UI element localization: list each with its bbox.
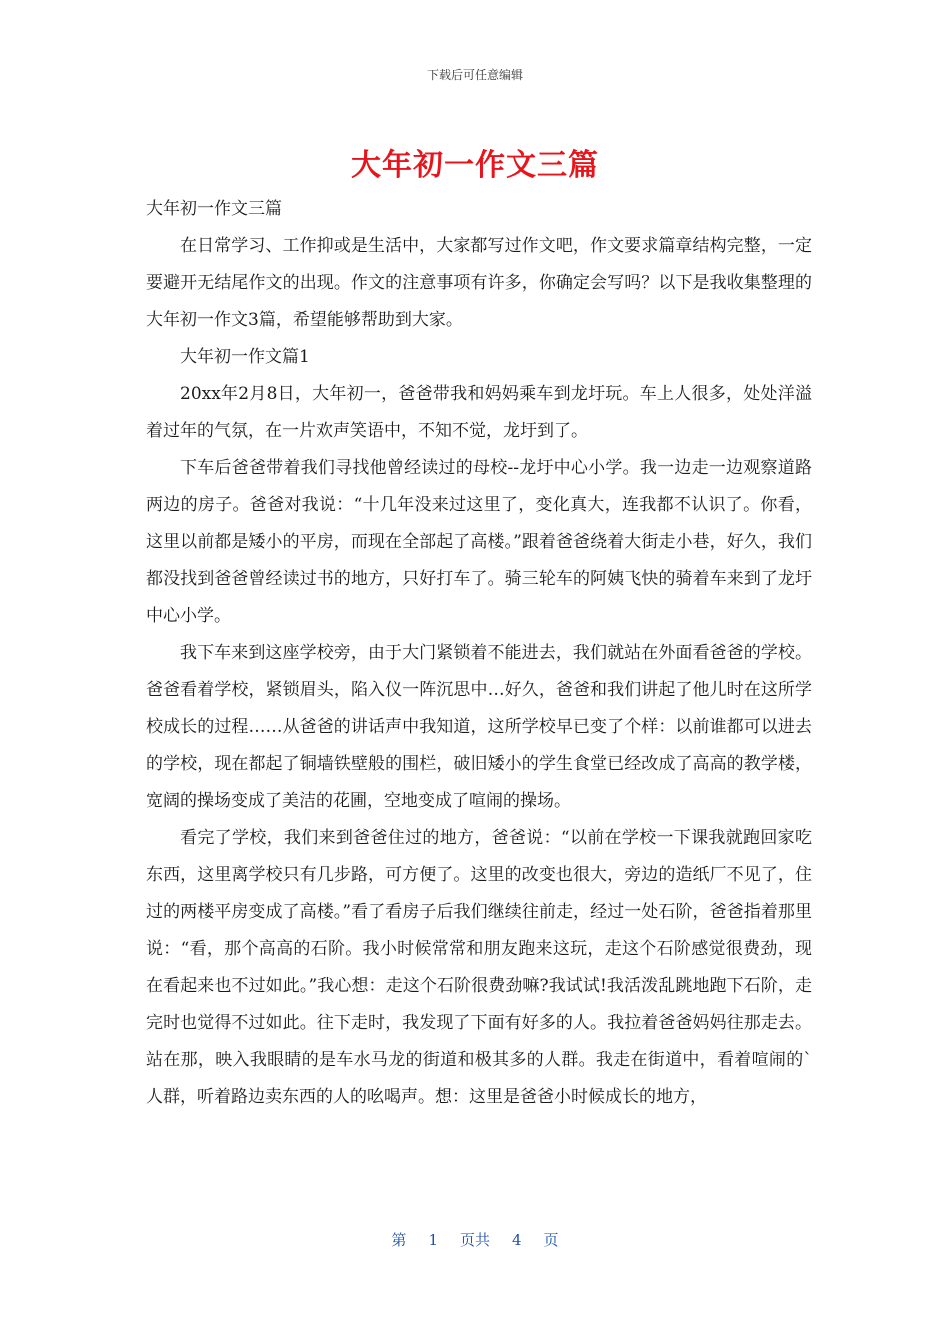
paragraph: 下车后爸爸带着我们寻找他曾经读过的母校--龙圩中心小学。我一边走一边观察道路两边的房子。爸爸对我说：“十几年没来过这里了，变化真大，连我都不认识了。你看，这里以前都是矮小的平房，而现在全部起了高楼。”跟着爸爸绕着大街走小巷，好久，我们都没找到爸爸曾经读过书的地方，只好打车了。骑三轮车的阿姨飞快的骑着车来到了龙圩中心小学。 bbox=[146, 458, 812, 626]
paragraph: 在日常学习、工作抑或是生活中，大家都写过作文吧，作文要求篇章结构完整，一定要避开无结尾作文的出现。作文的注意事项有许多，你确定会写吗？以下是我收集整理的大年初一作文3篇，希望能够帮助到大家。 bbox=[146, 236, 812, 330]
paragraph: 大年初一作文三篇 bbox=[146, 199, 282, 219]
footer-total-pages: 4 bbox=[512, 1231, 522, 1249]
document-title: 大年初一作文三篇 bbox=[351, 148, 599, 183]
paragraph: 20xx年2月8日，大年初一，爸爸带我和妈妈乘车到龙圩玩。车上人很多，处处洋溢着过年的气氛，在一片欢声笑语中，不知不觉，龙圩到了。 bbox=[146, 384, 812, 441]
document-body bbox=[146, 191, 812, 1116]
paragraph: 看完了学校，我们来到爸爸住过的地方，爸爸说：“以前在学校一下课我就跑回家吃东西，这里离学校只有几步路，可方便了。这里的改变也很大，旁边的造纸厂不见了，住过的两楼平房变成了高楼。”看了看房子后我们继续往前走，经过一处石阶，爸爸指着那里说：“看，那个高高的石阶。我小时候常常和朋友跑来这玩，走这个石阶感觉很费劲，现在看起来也不过如此。”我心想：走这个石阶很费劲嘛?我试试!我活泼乱跳地跑下石阶，走完时也觉得不过如此。往下走时，我发现了下面有好多的人。我拉着爸爸妈妈往那走去。站在那，映入我眼睛的是车水马龙的街道和极其多的人群。我走在街道中，看着喧闹的`人群，听着路边卖东西的人的吆喝声。想：这里是爸爸小时候成长的地方， bbox=[146, 828, 812, 1107]
footer-page-suffix: 页 bbox=[543, 1231, 559, 1249]
page-footer bbox=[0, 1229, 950, 1250]
section-heading: 大年初一作文篇1 bbox=[180, 347, 310, 367]
footer-page-number: 1 bbox=[428, 1231, 438, 1249]
paragraph: 我下车来到这座学校旁，由于大门紧锁着不能进去，我们就站在外面看爸爸的学校。爸爸看着学校，紧锁眉头，陷入仪一阵沉思中…好久，爸爸和我们讲起了他儿时在这所学校成长的过程……从爸爸的讲话声中我知道，这所学校早已变了个样：以前谁都可以进去的学校，现在都起了铜墙铁壁般的围栏，破旧矮小的学生食堂已经改成了高高的教学楼，宽阔的操场变成了美洁的花圃，空地变成了喧闹的操场。 bbox=[146, 643, 812, 811]
header-note: 下载后可任意编辑 bbox=[426, 68, 523, 82]
footer-page-prefix: 第 bbox=[391, 1231, 407, 1249]
footer-page-mid: 页共 bbox=[459, 1231, 490, 1249]
